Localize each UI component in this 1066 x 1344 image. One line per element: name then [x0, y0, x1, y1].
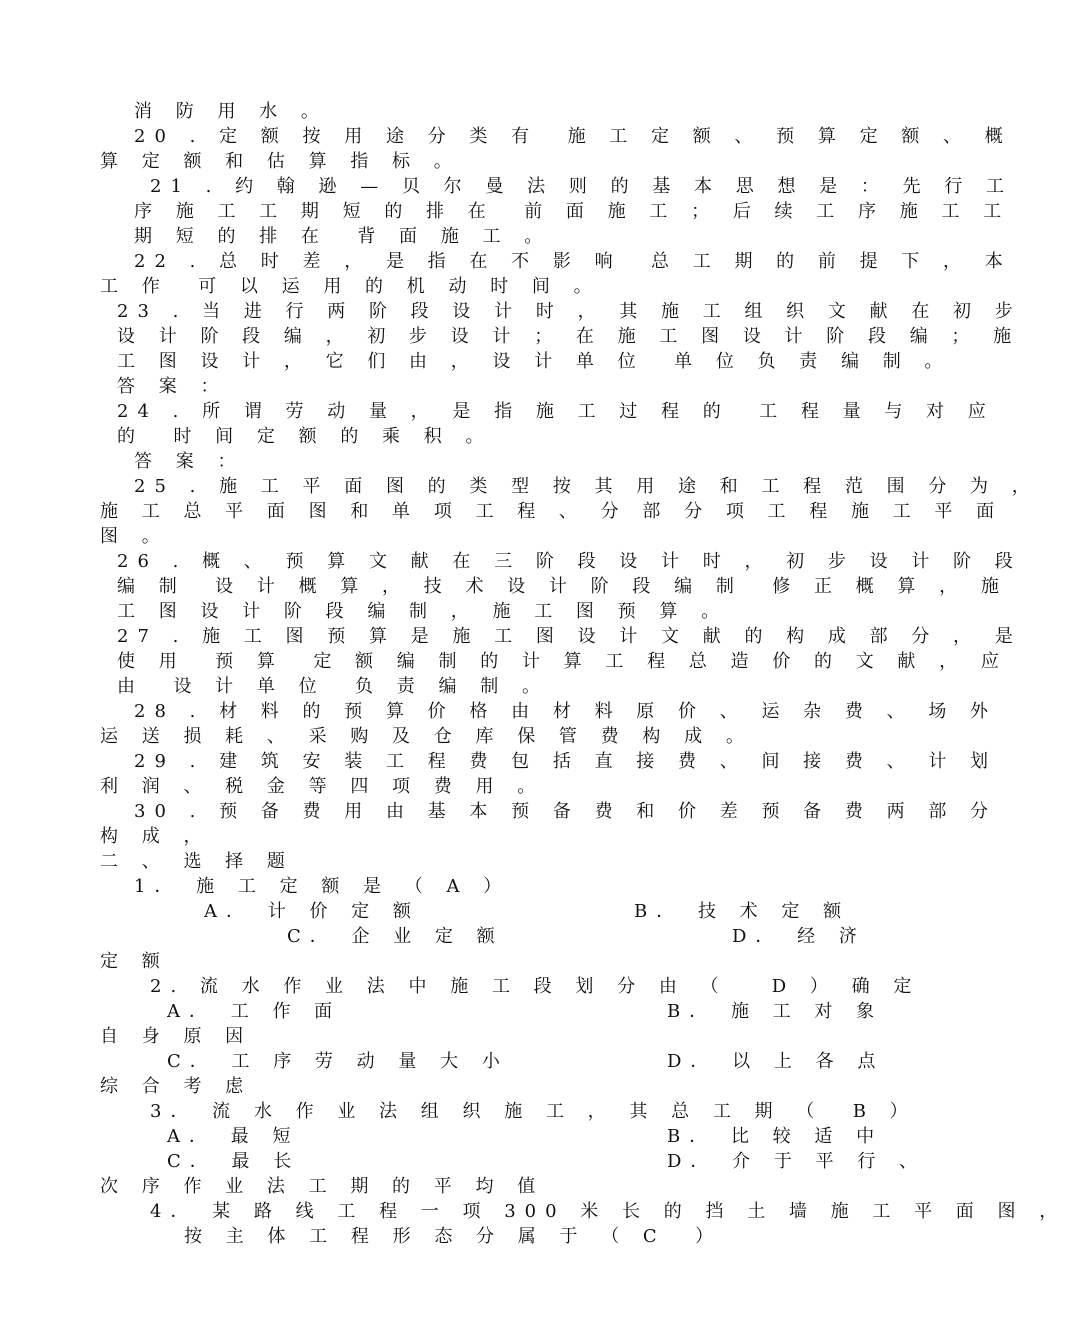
text-line: 工 图 设 计 ， 它 们 由 ， 设 计 单 位 单 位 负 责 编 制 。	[117, 351, 952, 372]
text-line: 26 . 概 、 预 算 文 献 在 三 阶 段 设 计 时 ， 初 步 设 计 阶 段	[117, 551, 1022, 572]
text-line: 算 定 额 和 估 算 指 标 。	[100, 151, 461, 172]
question-line: 1． 施 工 定 额 是 （ A ）	[134, 876, 511, 897]
text-line: 综 合 考 虑	[100, 1076, 253, 1097]
text-line: 24 . 所 谓 劳 动 量 ， 是 指 施 工 过 程 的 工 程 量 与 对 应	[117, 401, 995, 422]
text-line: 定 额	[100, 951, 169, 972]
text-line: 期 短 的 排 在 背 面 施 工 。	[134, 226, 552, 247]
text-line: 30 . 预 备 费 用 由 基 本 预 备 费 和 价 差 预 备 费 两 部 分	[134, 801, 998, 822]
text-line: 工 作 可 以 运 用 的 机 动 时 间 。	[100, 276, 601, 297]
text-line: 28 . 材 料 的 预 算 价 格 由 材 料 原 价 、 运 杂 费 、 场 外	[134, 701, 998, 722]
option-b: B． 比 较 适 中	[667, 1126, 884, 1147]
text-line: 20 . 定 额 按 用 途 分 类 有 施 工 定 额 、 预 算 定 额 、 概	[134, 126, 1012, 147]
text-line: 29 . 建 筑 安 装 工 程 费 包 括 直 接 费 、 间 接 费 、 计 划	[134, 751, 998, 772]
section-heading: 二 、 选 择 题	[100, 851, 294, 872]
text-line: 由 设 计 单 位 负 责 编 制 。	[117, 676, 549, 697]
option-d: D． 介 于 平 行 、	[667, 1151, 927, 1172]
option-c: C． 企 业 定 额	[287, 926, 504, 947]
text-line: 22 . 总 时 差 ， 是 指 在 不 影 响 总 工 期 的 前 提 下 ， 本	[134, 251, 1012, 272]
text-line: 按 主 体 工 程 形 态 分 属 于 （ C ）	[184, 1226, 723, 1247]
text-line: 运 送 损 耗 、 采 购 及 仓 库 保 管 费 构 成 。	[100, 726, 753, 747]
text-line: 施 工 总 平 面 图 和 单 项 工 程 、 分 部 分 项 工 程 施 工 平 面	[100, 501, 1004, 522]
option-d: D． 经 济	[732, 926, 866, 947]
option-b: B． 施 工 对 象	[667, 1001, 884, 1022]
text-line: 构 成 ，	[100, 826, 211, 847]
option-a: A． 工 作 面	[167, 1001, 342, 1022]
text-line: 编 制 设 计 概 算 ， 技 术 设 计 阶 段 编 制 修 正 概 算 ， 施	[117, 576, 1008, 597]
option-c: C． 最 长	[167, 1151, 301, 1172]
option-d: D． 以 上 各 点	[667, 1051, 885, 1072]
question-line: 3． 流 水 作 业 法 组 织 施 工 ， 其 总 工 期 （ B ）	[150, 1101, 917, 1122]
text-line: 的 时 间 定 额 的 乘 积 。	[117, 426, 493, 447]
text-line: 设 计 阶 段 编 ， 初 步 设 计 ； 在 施 工 图 设 计 阶 段 编 ； 施	[117, 326, 1021, 347]
text-line: 利 润 、 税 金 等 四 项 费 用 。	[100, 776, 545, 797]
question-line: 4． 某 路 线 工 程 一 项 300 米 长 的 挡 土 墙 施 工 平 面 图 ，	[150, 1201, 1066, 1222]
text-line: 27 . 施 工 图 预 算 是 施 工 图 设 计 文 献 的 构 成 部 分 ， 是	[117, 626, 1022, 647]
text-line: 工 图 设 计 阶 段 编 制 ， 施 工 图 预 算 。	[117, 601, 729, 622]
text-line: 自 身 原 因	[100, 1026, 253, 1047]
text-line: 答 案 ：	[117, 376, 228, 397]
text-line: 25 . 施 工 平 面 图 的 类 型 按 其 用 途 和 工 程 范 围 分 为 ，	[134, 476, 1039, 497]
text-line: 21 . 约 翰 逊 — 贝 尔 曼 法 则 的 基 本 思 想 是 ： 先 行 工	[150, 176, 1014, 197]
option-b: B． 技 术 定 额	[634, 901, 851, 922]
text-line: 消 防 用 水 。	[134, 101, 328, 122]
text-line: 答 案 ：	[134, 451, 245, 472]
text-line: 图 。	[100, 526, 169, 547]
option-c: C． 工 序 劳 动 量 大 小	[167, 1051, 509, 1072]
option-a: A． 最 短	[167, 1126, 300, 1147]
text-line: 次 序 作 业 法 工 期 的 平 均 值	[100, 1176, 545, 1197]
option-a: A． 计 价 定 额	[204, 901, 420, 922]
text-line: 序 施 工 工 期 短 的 排 在 前 面 施 工 ； 后 续 工 序 施 工 工	[134, 201, 1011, 222]
text-line: 使 用 预 算 定 额 编 制 的 计 算 工 程 总 造 价 的 文 献 ， 应	[117, 651, 1008, 672]
question-line: 2. 流 水 作 业 法 中 施 工 段 划 分 由 （ D ） 确 定	[150, 976, 921, 997]
text-line: 23 . 当 进 行 两 阶 段 设 计 时 ， 其 施 工 组 织 文 献 在 初 步	[117, 301, 1022, 322]
